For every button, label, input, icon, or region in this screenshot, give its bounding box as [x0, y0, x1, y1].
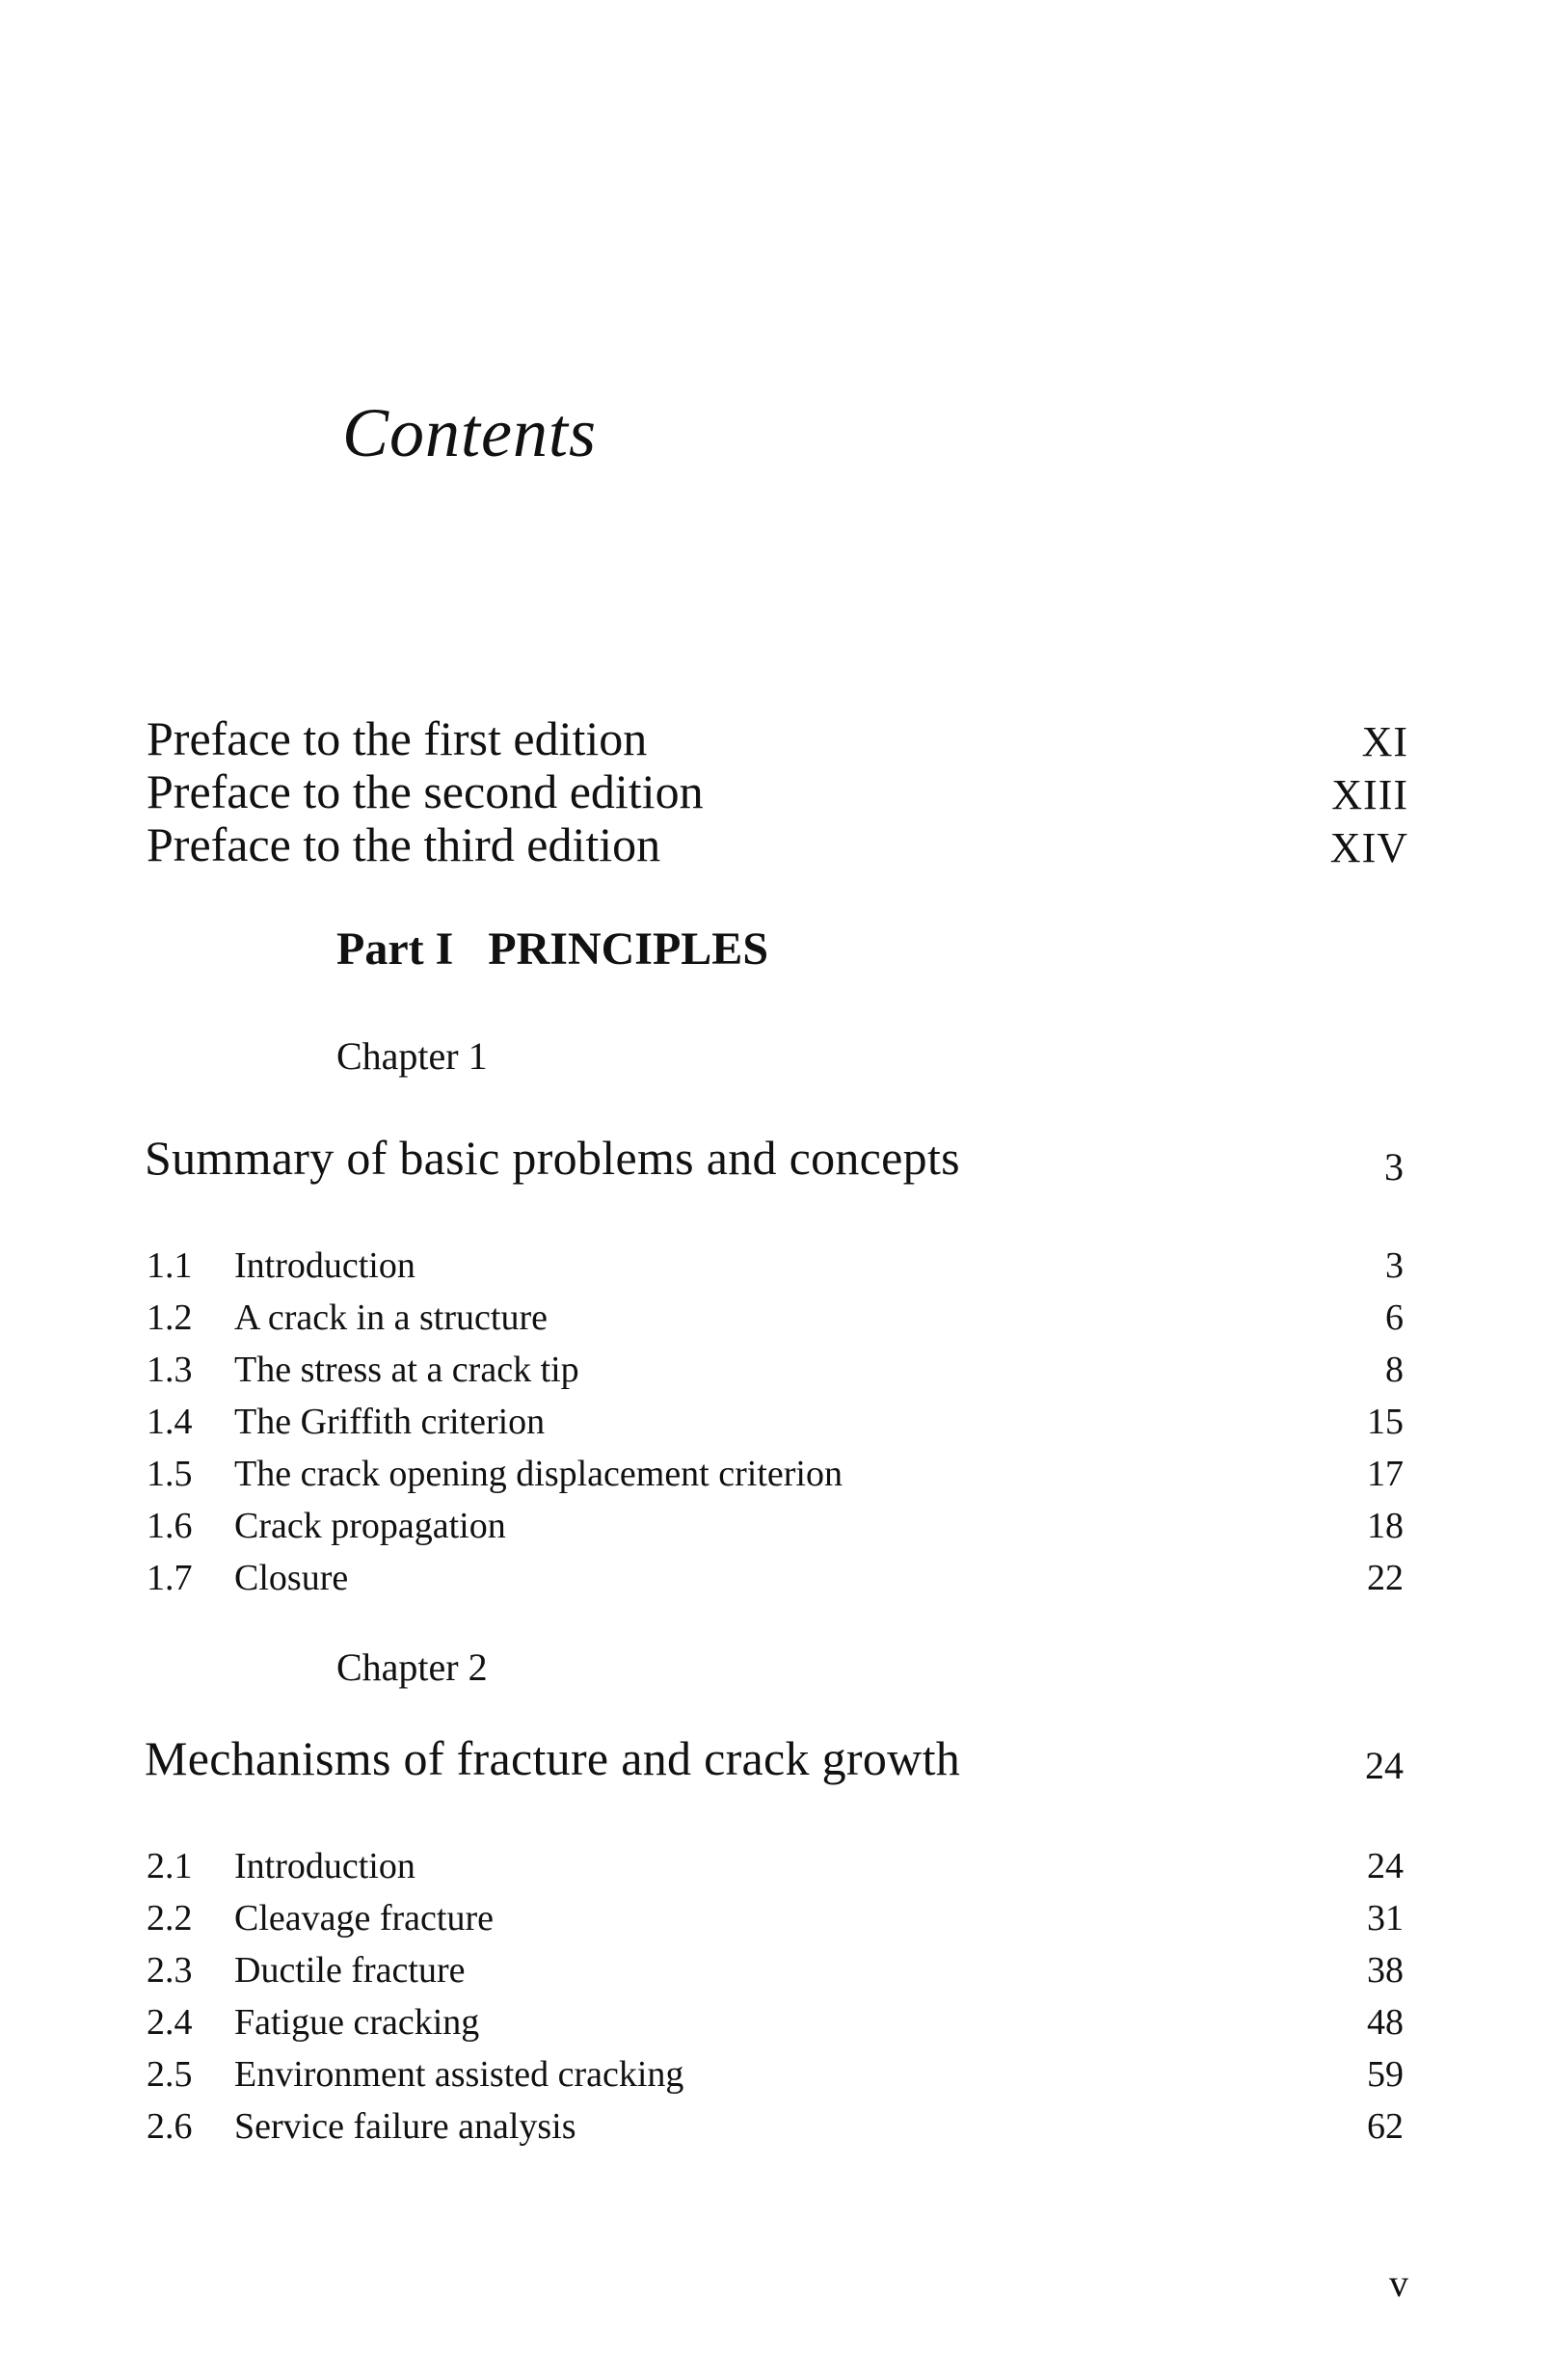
toc-preface-second-page: XIII [1331, 771, 1408, 818]
section-number: 1.7 [147, 1558, 193, 1598]
section-page: 15 [1367, 1402, 1404, 1442]
section-page: 59 [1367, 2054, 1404, 2095]
toc-section-2-1[interactable]: Introduction [234, 1846, 415, 1886]
section-page: 31 [1367, 1898, 1404, 1939]
section-page: 6 [1385, 1297, 1404, 1338]
toc-section-2-3[interactable]: Ductile fracture [234, 1950, 466, 1991]
toc-section-1-5[interactable]: The crack opening displacement criterion [234, 1454, 843, 1494]
section-number: 1.1 [147, 1245, 193, 1286]
section-number: 1.4 [147, 1402, 193, 1442]
toc-section-1-2[interactable]: A crack in a structure [234, 1297, 548, 1338]
section-page: 18 [1367, 1506, 1404, 1546]
section-number: 1.3 [147, 1350, 193, 1390]
section-page: 24 [1367, 1846, 1404, 1886]
toc-section-2-4[interactable]: Fatigue cracking [234, 2002, 480, 2043]
section-page: 8 [1385, 1350, 1404, 1390]
section-number: 2.4 [147, 2002, 193, 2043]
page-number: v [1389, 2261, 1408, 2305]
section-number: 2.1 [147, 1846, 193, 1886]
section-number: 2.2 [147, 1898, 193, 1939]
section-page: 22 [1367, 1558, 1404, 1598]
toc-preface-first[interactable]: Preface to the first edition [147, 711, 648, 765]
chapter-1-label: Chapter 1 [336, 1034, 488, 1078]
toc-preface-second[interactable]: Preface to the second edition [147, 764, 704, 818]
toc-section-1-7[interactable]: Closure [234, 1558, 349, 1598]
toc-section-1-6[interactable]: Crack propagation [234, 1506, 506, 1546]
toc-preface-third[interactable]: Preface to the third edition [147, 817, 661, 871]
toc-chapter-1-title[interactable]: Summary of basic problems and concepts [145, 1131, 960, 1185]
part-name: PRINCIPLES [488, 923, 769, 975]
section-page: 17 [1367, 1454, 1404, 1494]
section-number: 2.6 [147, 2106, 193, 2147]
toc-chapter-2-title[interactable]: Mechanisms of fracture and crack growth [145, 1731, 961, 1785]
toc-preface-third-page: XIV [1329, 824, 1408, 871]
section-page: 62 [1367, 2106, 1404, 2147]
toc-chapter-1-page: 3 [1384, 1145, 1404, 1189]
toc-section-1-3[interactable]: The stress at a crack tip [234, 1350, 579, 1390]
page-title: Contents [342, 394, 598, 471]
toc-section-1-1[interactable]: Introduction [234, 1245, 415, 1286]
toc-section-2-6[interactable]: Service failure analysis [234, 2106, 576, 2147]
section-number: 1.2 [147, 1297, 193, 1338]
section-number: 1.5 [147, 1454, 193, 1494]
toc-section-2-2[interactable]: Cleavage fracture [234, 1898, 494, 1939]
section-page: 38 [1367, 1950, 1404, 1991]
section-page: 48 [1367, 2002, 1404, 2043]
section-number: 1.6 [147, 1506, 193, 1546]
toc-section-2-5[interactable]: Environment assisted cracking [234, 2054, 684, 2095]
section-number: 2.5 [147, 2054, 193, 2095]
toc-chapter-2-page: 24 [1365, 1744, 1404, 1787]
section-number: 2.3 [147, 1950, 193, 1991]
chapter-2-label: Chapter 2 [336, 1645, 488, 1689]
part-heading [336, 923, 768, 976]
toc-preface-first-page: XI [1361, 718, 1408, 765]
toc-section-1-4[interactable]: The Griffith criterion [234, 1402, 546, 1442]
section-page: 3 [1385, 1245, 1404, 1286]
part-label: Part I [336, 923, 454, 975]
